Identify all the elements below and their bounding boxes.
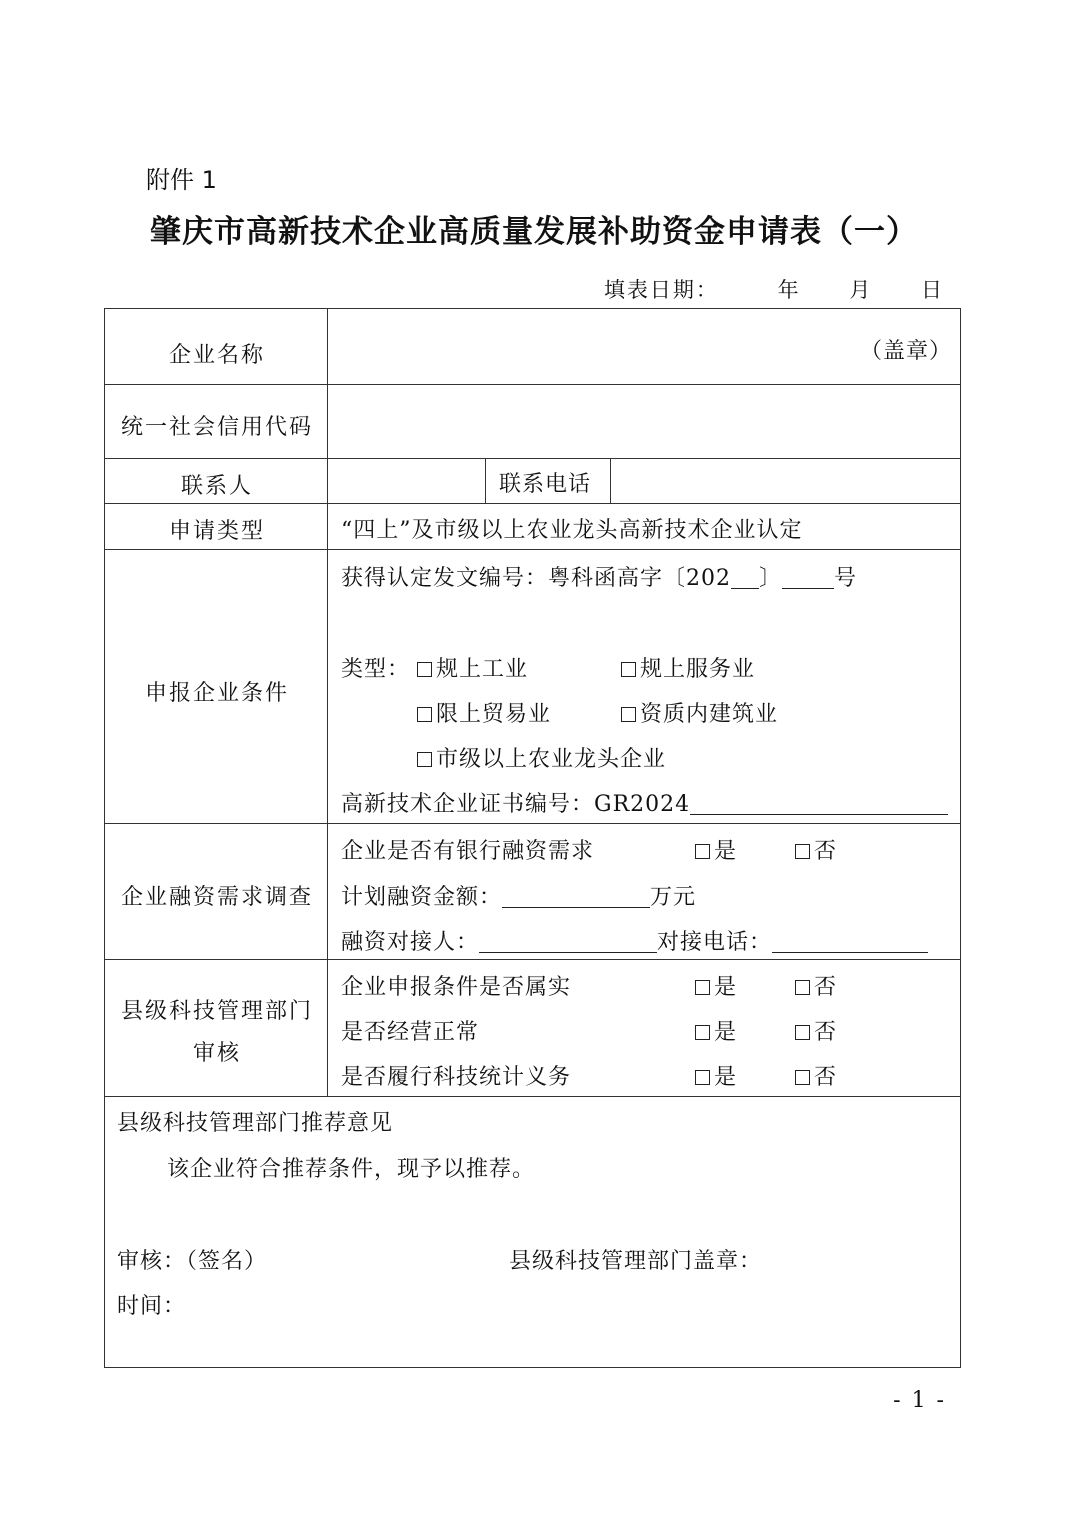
application-form [104, 308, 961, 1368]
cert-line [341, 794, 948, 816]
checkbox[interactable] [417, 752, 432, 767]
checkbox[interactable] [695, 1025, 710, 1040]
review-label [105, 991, 329, 1075]
finance-q1: 企业是否有银行融资需求 [341, 839, 595, 864]
type-option-label: 限上贸易业 [436, 702, 552, 727]
yes-option [695, 977, 736, 999]
date-month: 月 [849, 278, 873, 302]
credit-code-label: 统一社会信用代码 [120, 415, 313, 440]
form-title: 肇庆市高新技术企业高质量发展补助资金申请表（一） [150, 214, 918, 250]
cert-blank [690, 794, 948, 815]
finance-amount-line [341, 887, 696, 909]
seal-label: （盖章） [860, 339, 953, 364]
date-day: 日 [921, 278, 944, 302]
contact-label: 联系人 [180, 474, 253, 499]
checkbox[interactable] [795, 1070, 810, 1085]
yes-label: 是 [714, 1065, 737, 1090]
type-option [417, 659, 528, 681]
no-option [795, 977, 836, 999]
column-divider [485, 458, 486, 503]
company-name-label: 企业名称 [168, 343, 265, 368]
finance-contact-label: 融资对接人： [341, 930, 480, 955]
cert-label: 高新技术企业证书编号：GR2024 [341, 792, 691, 817]
row-divider [105, 959, 960, 960]
recommend-title: 县级科技管理部门推荐意见 [117, 1111, 394, 1136]
no-label: 否 [814, 1065, 837, 1090]
checkbox[interactable] [417, 662, 432, 677]
dept-seal-label: 县级科技管理部门盖章： [509, 1249, 763, 1274]
row-divider [105, 1096, 960, 1097]
type-option [417, 704, 551, 726]
finance-phone-blank [772, 932, 928, 953]
finance-amount-blank [502, 887, 650, 908]
column-divider [610, 458, 611, 503]
yes-label: 是 [714, 839, 737, 864]
sign-label: 审核：（签名） [117, 1249, 268, 1274]
time-label: 时间： [117, 1294, 187, 1319]
row-divider [105, 823, 960, 824]
finance-phone-label: 对接电话： [657, 930, 773, 955]
date-label: 填表日期： [603, 278, 719, 302]
phone-label: 联系电话 [499, 472, 592, 497]
checkbox[interactable] [417, 707, 432, 722]
row-divider [105, 384, 960, 385]
doc-number-prefix: 获得认定发文编号：粤科函高字〔202 [341, 566, 731, 591]
checkbox[interactable] [621, 707, 636, 722]
doc-number-line [341, 568, 857, 590]
checkbox[interactable] [695, 844, 710, 859]
finance-contact-blank [479, 932, 657, 953]
type-option-label: 规上服务业 [640, 657, 756, 682]
apply-type-value: “四上”及市级以上农业龙头高新技术企业认定 [341, 518, 803, 543]
type-option [621, 704, 778, 726]
yes-option [695, 1067, 736, 1089]
finance-contact-line [341, 932, 928, 954]
conditions-label: 申报企业条件 [144, 681, 289, 706]
attachment-label: 附件 1 [146, 166, 217, 194]
review-q2: 是否经营正常 [341, 1020, 480, 1045]
type-option-label: 市级以上农业龙头企业 [436, 747, 667, 772]
no-option [795, 841, 836, 863]
review-q3: 是否履行科技统计义务 [341, 1065, 572, 1090]
fill-date [604, 274, 944, 304]
checkbox[interactable] [795, 844, 810, 859]
no-label: 否 [814, 1020, 837, 1045]
doc-number-mid: 〕 [759, 566, 783, 591]
type-option-label: 资质内建筑业 [640, 702, 779, 727]
yes-label: 是 [714, 975, 737, 1000]
checkbox[interactable] [695, 980, 710, 995]
finance-label: 企业融资需求调查 [120, 885, 313, 910]
review-q1: 企业申报条件是否属实 [341, 975, 572, 1000]
row-divider [105, 458, 960, 459]
finance-amount-unit: 万元 [650, 885, 697, 910]
checkbox[interactable] [795, 980, 810, 995]
recommend-text: 该企业符合推荐条件，现予以推荐。 [167, 1157, 536, 1182]
yes-option [695, 1022, 736, 1044]
apply-type-label: 申请类型 [168, 519, 265, 544]
no-label: 否 [814, 839, 837, 864]
yes-option [695, 841, 736, 863]
yes-label: 是 [714, 1020, 737, 1045]
type-option [621, 659, 755, 681]
date-year: 年 [777, 278, 801, 302]
review-label-line2: 审核 [192, 1040, 241, 1066]
type-option [417, 749, 666, 771]
review-label-line1: 县级科技管理部门 [120, 999, 313, 1024]
page-number: - 1 - [893, 1388, 946, 1413]
checkbox[interactable] [695, 1070, 710, 1085]
type-option-label: 规上工业 [436, 657, 529, 682]
doc-number-suffix: 号 [834, 566, 858, 591]
checkbox[interactable] [621, 662, 636, 677]
no-option [795, 1067, 836, 1089]
no-option [795, 1022, 836, 1044]
no-label: 否 [814, 975, 837, 1000]
doc-number-blank [782, 568, 834, 589]
checkbox[interactable] [795, 1025, 810, 1040]
type-label: 类型： [341, 657, 411, 682]
doc-year-blank [731, 568, 759, 589]
finance-amount-label: 计划融资金额： [341, 885, 503, 910]
